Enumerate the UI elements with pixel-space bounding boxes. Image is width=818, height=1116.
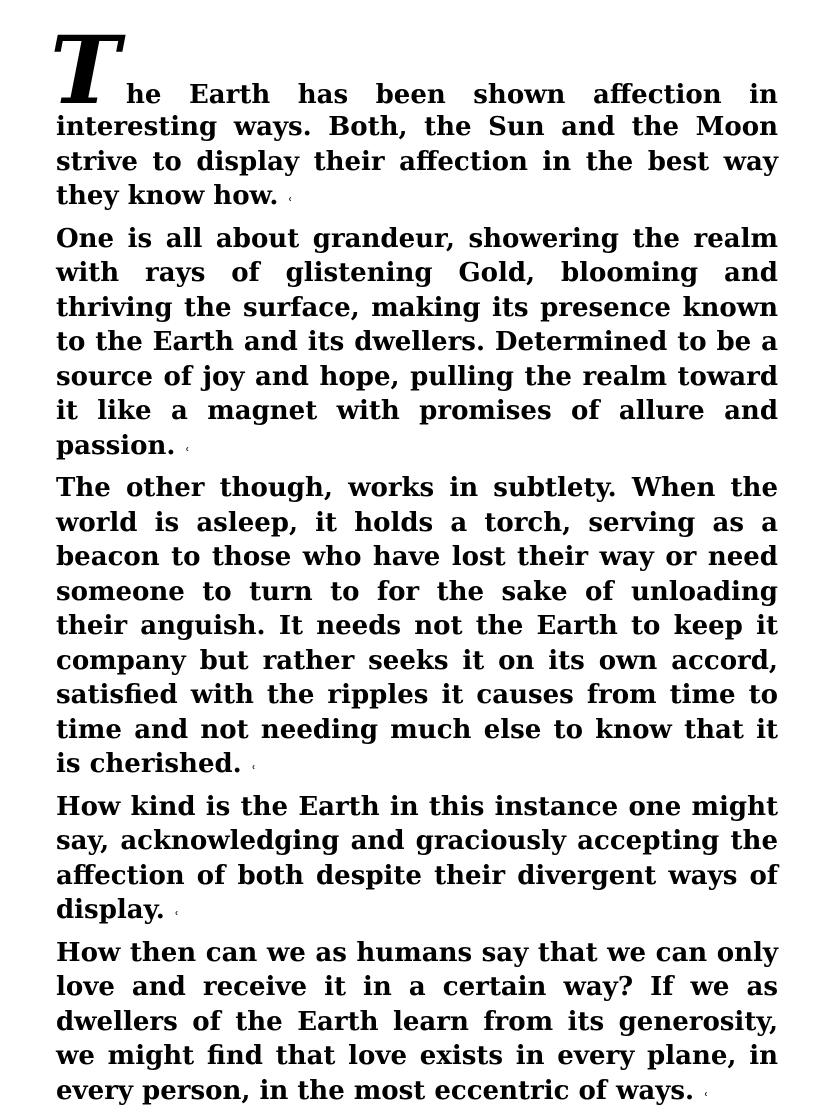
paragraph: [56, 790, 778, 936]
word: he: [126, 78, 161, 112]
paragraph-text: How then can we as humans say that we can only love and receive it in a certain way? If we as dwellers of the Earth learn from its generosity, we might find that love exists in every plane, in every person, in the most eccentric of ways.: [56, 938, 778, 1106]
word: Earth: [189, 78, 270, 112]
paragraph-end-mark: ʿ: [185, 446, 189, 462]
word: has: [298, 78, 348, 112]
word: affection: [593, 78, 722, 112]
paragraph-text: The other though, works in subtlety. When the world is asleep, it holds a torch, serving as a beacon to those who have lost their way or need someone to turn to for the sake of unloading their anguish. It needs not the Earth to keep it company but rather seeks it on its own accord, satisfied with the ripples it causes from time to time and not needing much else to know that it is cherished.: [56, 473, 778, 779]
drop-cap: T: [50, 24, 120, 118]
opening-line: [56, 24, 778, 110]
paragraph-end-mark: ʿ: [704, 1091, 708, 1107]
paragraph-end-mark: ʿ: [252, 764, 256, 780]
paragraph-text: One is all about grandeur, showering the realm with rays of glistening Gold, blooming and thriving the surface, making its presence known to the Earth and its dwellers. Determined to be a source of joy and hope, pulling the realm toward it like a magnet with promises of allure and passion.: [56, 224, 778, 461]
document-body: [56, 24, 778, 1116]
paragraph-text: interesting ways. Both, the Sun and the Moon strive to display their affection in the best way they know how.: [56, 112, 778, 211]
paragraph-end-mark: ʿ: [288, 196, 292, 212]
paragraph: [56, 110, 778, 222]
word: been: [376, 78, 446, 112]
paragraph: [56, 222, 778, 472]
paragraph-end-mark: ʿ: [175, 910, 179, 926]
paragraph: [56, 936, 778, 1116]
paragraph-text: How kind is the Earth in this instance one might say, acknowledging and graciously accepting the affection of both despite their divergent ways of display.: [56, 792, 778, 926]
opening-line-text: [126, 78, 778, 112]
word: in: [749, 78, 778, 112]
word: shown: [473, 78, 565, 112]
paragraph: [56, 471, 778, 790]
